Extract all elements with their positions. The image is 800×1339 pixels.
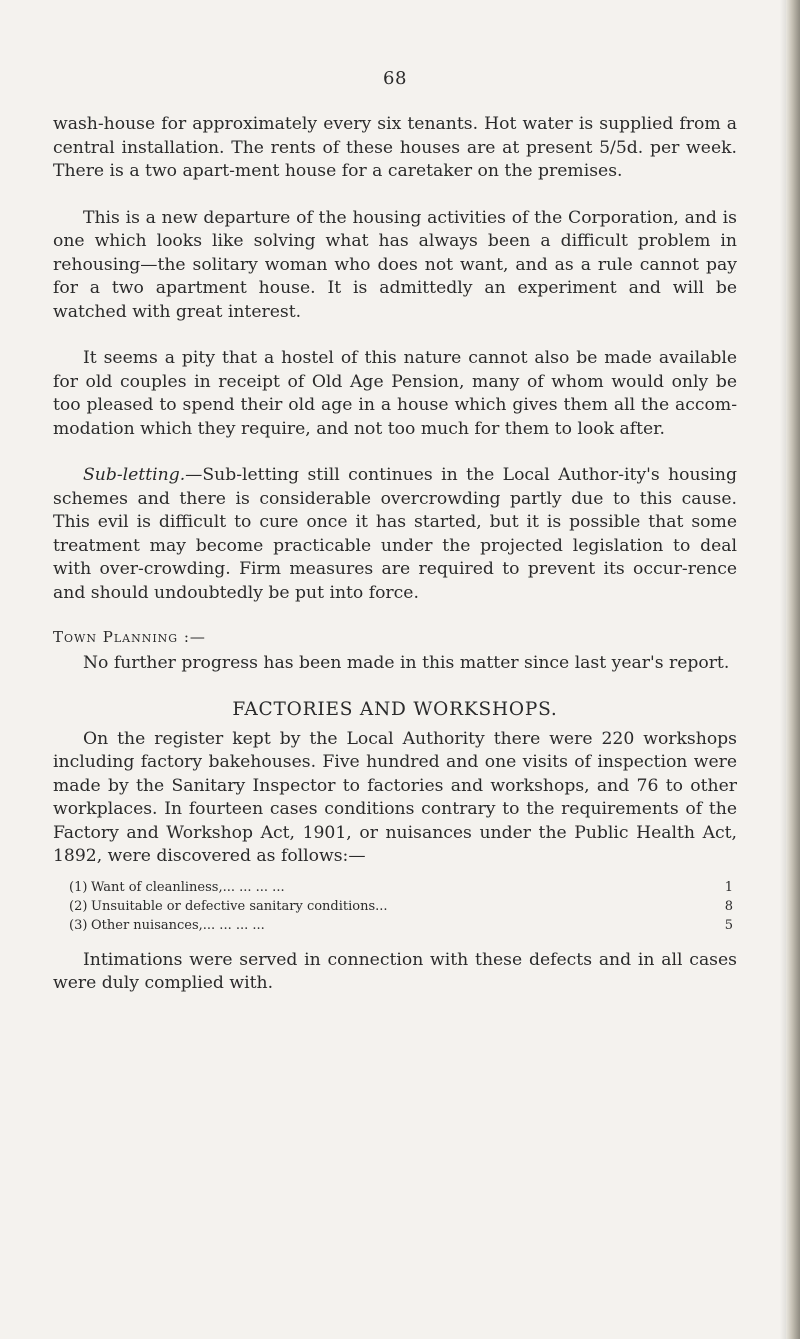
- sub-letting-text: —Sub-letting still continues in the Local Author-ity's housing schemes and there is considerable overcrowding partly due to this cause. This evil is difficult to cure once it has started, but it is possible that some treatment may become practicable under the projected legislation to deal with over-crowding. Firm measures are required to prevent its occur-rence and should undoubtedly be put into force.: [53, 465, 737, 603]
- item-label: Want of cleanliness,: [91, 879, 223, 895]
- factories-text: On the register kept by the Local Authority there were 220 workshops including factory bakehouses. Five hundred and one visits of inspection were made by the Sanitary Inspector to factories and workshops, and 76 to other workplaces. In fourteen cases conditions contrary to the requirements of the Factory and Workshop Act, 1901, or nuisances under the Public Health Act, 1892, were discovered as follows:—: [53, 728, 737, 866]
- item-number: (3): [69, 917, 88, 933]
- factories-heading: FACTORIES AND WORKSHOPS.: [232, 698, 558, 720]
- paragraph-old-couples: It seems a pity that a hostel of this nature cannot also be made available for old couples in receipt of Old Age Pension, many of whom would only be too pleased to spend their old age in a house which gives them all the accom-modation which they require, and not too much for them to look after.: [53, 348, 737, 439]
- item-label: Other nuisances,: [91, 917, 203, 933]
- item-count: 8: [724, 898, 733, 914]
- page-number: 68: [383, 68, 407, 89]
- item-count: 5: [724, 917, 733, 933]
- document-body: [53, 68, 737, 1019]
- paragraph-sub-letting: [53, 464, 737, 605]
- item-label: Unsuitable or defective sanitary conditions: [91, 898, 376, 914]
- item-count: 1: [724, 879, 733, 895]
- item-leader: ... ... ... ...: [222, 879, 285, 895]
- list-item: [69, 878, 737, 897]
- item-number: (2): [69, 898, 88, 914]
- factories-closing: Intimations were served in connection with these defects and in all cases were duly complied with.: [53, 949, 737, 993]
- list-item: [69, 916, 737, 935]
- page-edge-gradient: [780, 0, 786, 1339]
- town-planning-text: No further progress has been made in this matter since last year's report.: [83, 653, 730, 673]
- paragraph-wash-house: wash-house for approximately every six tenants. Hot water is supplied from a central installation. The rents of these houses are at present 5/5d. per week. There is a two apart-ment house for a caretaker on the premises.: [53, 114, 737, 181]
- item-number: (1): [69, 879, 88, 895]
- defects-list: [69, 878, 737, 935]
- sub-letting-label: Sub-letting.: [83, 465, 186, 485]
- page-edge-shadow: [786, 0, 800, 1339]
- item-leader: ... ... ... ...: [202, 917, 265, 933]
- item-leader: ...: [375, 898, 388, 914]
- paragraph-new-departure: This is a new departure of the housing activities of the Corporation, and is one which looks like solving what has always been a difficult problem in rehousing—the solitary woman who does not want, and as a rule cannot pay for a two apartment house. It is admittedly an experiment and will be watched with great interest.: [53, 207, 737, 322]
- list-item: [69, 897, 737, 916]
- town-planning-label: Town Planning :—: [53, 628, 206, 646]
